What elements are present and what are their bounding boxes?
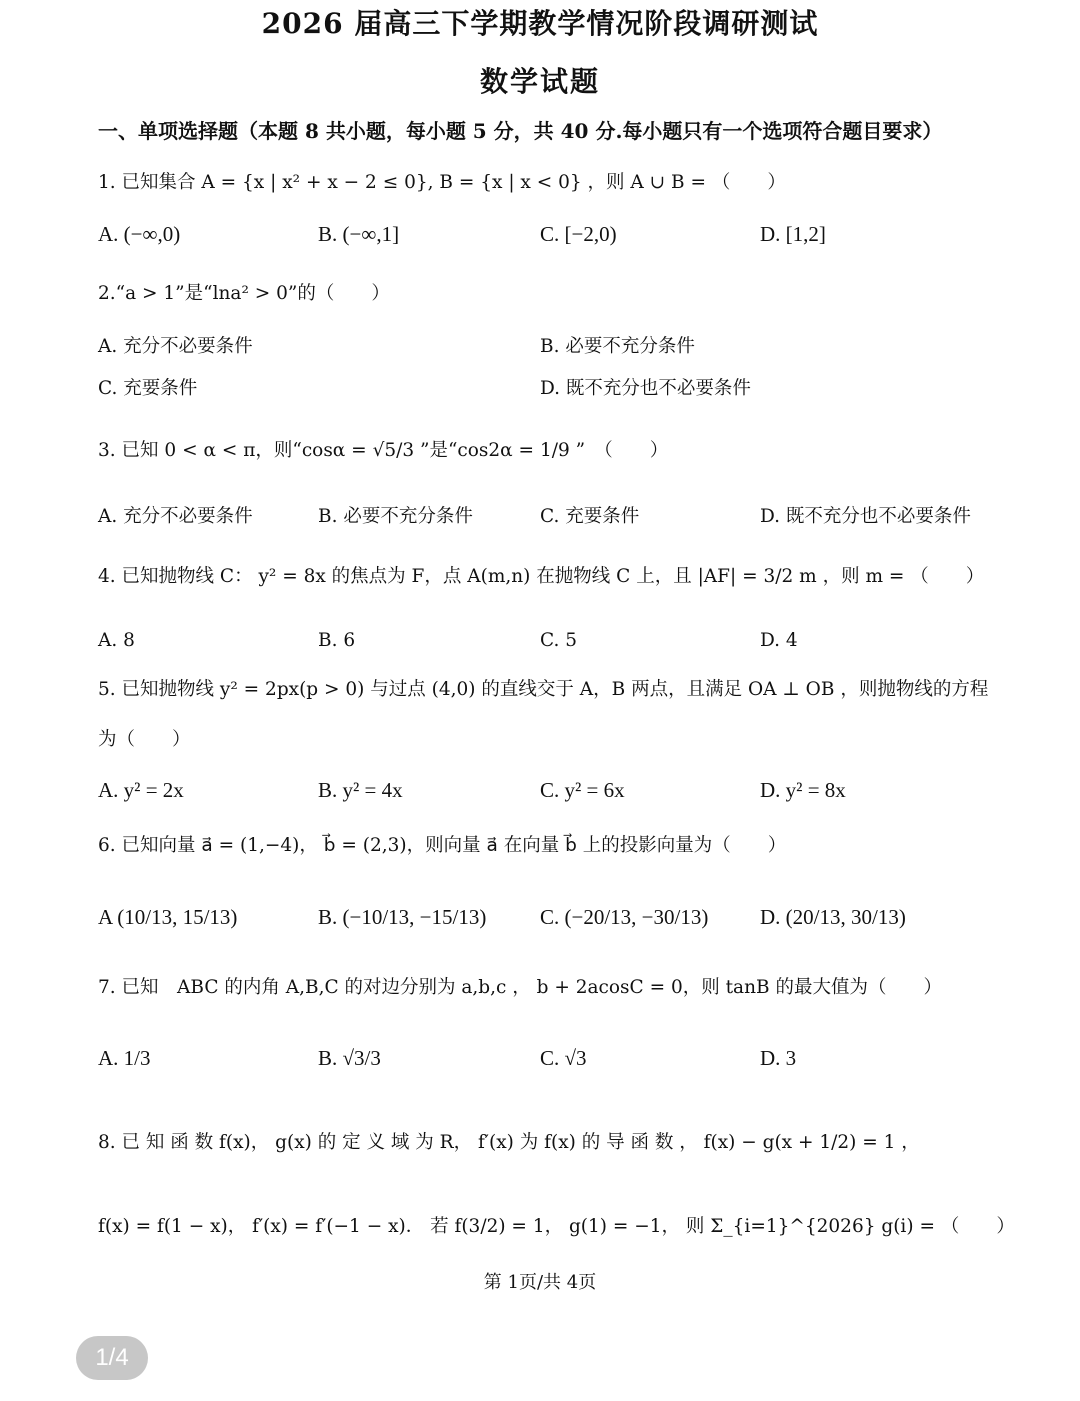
q1-option-c: C. [−2,0) — [540, 222, 617, 246]
q3-option-d: D. 既不充分也不必要条件 — [760, 506, 971, 527]
q6-option-d: D. (20/13, 30/13) — [760, 905, 906, 929]
question-6-stem: 6. 已知向量 a⃗ = (1,−4)， b⃗ = (2,3)，则向量 a⃗ 在向量 b⃗ 上的投影向量为（ ） — [98, 835, 787, 856]
q3-option-c: C. 充要条件 — [540, 506, 640, 527]
question-5-stem: 5. 已知抛物线 y² = 2px(p > 0) 与过点 (4,0) 的直线交于 A，B 两点，且满足 OA ⊥ OB ，则抛物线的方程 — [98, 679, 989, 700]
question-8-stem-continued: f(x) = f(1 − x)， f′(x) = f′(−1 − x)． 若 f(3/2) = 1， g(1) = −1， 则 Σ_{i=1}^{2026} g(i) = （ ） — [98, 1216, 1015, 1237]
exam-title: 2026 届高三下学期教学情况阶段调研测试 — [261, 7, 819, 40]
question-8-stem: 8. 已 知 函 数 f(x)， g(x) 的 定 义 域 为 R， f′(x) 为 f(x) 的 导 函 数 ， f(x) − g(x + 1/2) = 1 ， — [98, 1132, 920, 1153]
exam-subtitle: 数学试题 — [479, 65, 600, 98]
q7-option-d: D. 3 — [760, 1046, 797, 1070]
q7-option-c: C. √3 — [540, 1046, 587, 1070]
question-4-stem: 4. 已知抛物线 C： y² = 8x 的焦点为 F，点 A(m,n) 在抛物线 C 上，且 |AF| = 3/2 m ，则 m = （ ） — [98, 566, 985, 587]
q6-option-c: C. (−20/13, −30/13) — [540, 905, 709, 929]
q4-option-a: A. 8 — [98, 630, 135, 651]
question-5-stem-continued: 为（ ） — [98, 729, 191, 750]
q7-option-a: A. 1/3 — [98, 1046, 151, 1070]
q4-option-b: B. 6 — [318, 630, 356, 651]
question-2-stem: 2.“a > 1”是“lna² > 0”的（ ） — [98, 283, 390, 304]
q5-option-d: D. y² = 8x — [760, 778, 846, 802]
page-indicator-badge[interactable]: 1/4 — [76, 1336, 148, 1380]
q2-option-a: A. 充分不必要条件 — [98, 336, 253, 357]
question-1-stem: 1. 已知集合 A = {x | x² + x − 2 ≤ 0}, B = {x | x < 0} ，则 A ∪ B = （ ） — [98, 172, 786, 193]
q3-option-a: A. 充分不必要条件 — [98, 506, 253, 527]
section-heading: 一、单项选择题（本题 8 共小题，每小题 5 分，共 40 分.每小题只有一个选项符合题目要求） — [98, 119, 943, 143]
q2-option-c: C. 充要条件 — [98, 378, 198, 399]
q5-option-c: C. y² = 6x — [540, 778, 625, 802]
q4-option-c: C. 5 — [540, 630, 578, 651]
q5-option-a: A. y² = 2x — [98, 778, 184, 802]
q5-option-b: B. y² = 4x — [318, 778, 403, 802]
q4-option-d: D. 4 — [760, 630, 798, 651]
page-footer: 第 1页/共 4页 — [483, 1272, 597, 1293]
q1-option-d: D. [1,2] — [760, 222, 826, 246]
q6-option-a: A (10/13, 15/13) — [98, 905, 238, 929]
q1-option-a: A. (−∞,0) — [98, 222, 181, 246]
question-3-stem: 3. 已知 0 < α < π，则“cosα = √5/3 ”是“cos2α = 1/9 ” （ ） — [98, 440, 669, 461]
q6-option-b: B. (−10/13, −15/13) — [318, 905, 487, 929]
q1-option-b: B. (−∞,1] — [318, 222, 400, 246]
question-7-stem: 7. 已知 ABC 的内角 A,B,C 的对边分别为 a,b,c ， b + 2acosC = 0，则 tanB 的最大值为（ ） — [98, 977, 942, 998]
q3-option-b: B. 必要不充分条件 — [318, 506, 473, 527]
q2-option-b: B. 必要不充分条件 — [540, 336, 695, 357]
q7-option-b: B. √3/3 — [318, 1046, 381, 1070]
q2-option-d: D. 既不充分也不必要条件 — [540, 378, 751, 399]
